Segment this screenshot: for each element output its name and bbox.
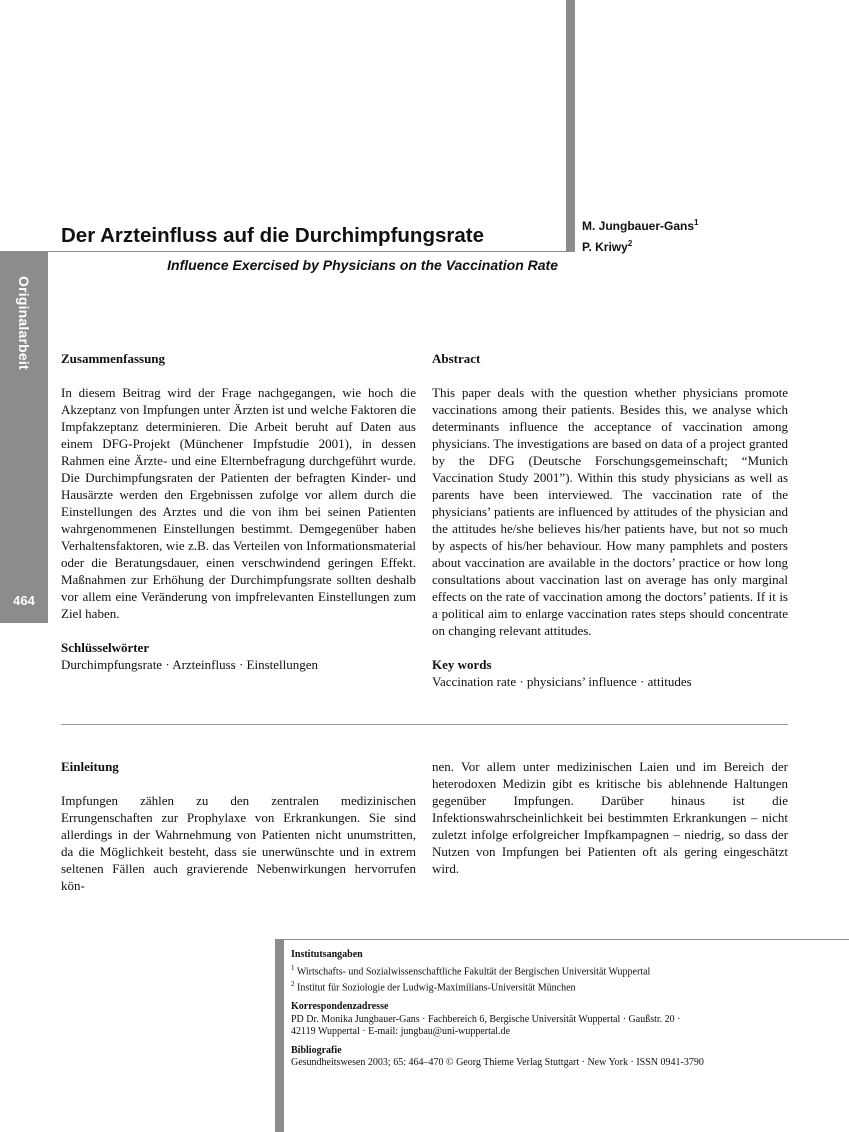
- institutsangaben-heading: Institutsangaben: [291, 949, 363, 960]
- einleitung-text-left: Impfungen zählen zu den zentralen medizinischen Errungenschaften zur Prophylaxe von Erkrankungen. Sie sind allerdings in der Wahrnehmung von Patienten nicht unumstritten, da die Möglichkeit besteht, dass sie unerwünschte und in extrem seltenen Fällen auch gravierende Nebenwirkungen hervorrufen kön-: [61, 793, 416, 893]
- key-words-text: Vaccination rate · physicians’ influence · attitudes: [432, 674, 692, 689]
- schluesselwoerter-text: Durchimpfungsrate · Arzteinfluss · Einstellungen: [61, 657, 319, 672]
- title-underline: [48, 251, 566, 252]
- korrespondenz-line-2: 42119 Wuppertal · E-mail: jungbau@uni-wuppertal.de: [291, 1026, 511, 1038]
- bibliografie-text: Gesundheitswesen 2003; 65: 464–470 © Georg Thieme Verlag Stuttgart · New York · ISSN 0941-3790: [291, 1057, 704, 1069]
- korrespondenz-line-1: PD Dr. Monika Jungbauer-Gans · Fachbereich 6, Bergische Universität Wuppertal · Gaußstr. 20 ·: [291, 1013, 681, 1025]
- section-label: Originalarbeit: [16, 276, 32, 370]
- abstract-heading: Abstract: [432, 351, 481, 366]
- info-box-bar: [275, 939, 284, 1132]
- korrespondenz-block: [291, 1001, 831, 1039]
- affiliation-1: $^1$ Wirtschafts- und Sozialwissenschaftliche Fakultät der Bergischen Universität Wuppertal: [291, 963, 651, 977]
- einleitung-right-column: [432, 758, 788, 877]
- info-box: [291, 949, 831, 1076]
- article-subtitle: Influence Exercised by Physicians on the Vaccination Rate: [167, 257, 558, 273]
- schluesselwoerter-heading: Schlüsselwörter: [61, 640, 150, 655]
- abstract-text: This paper deals with the question whether physicians promote vaccinations among their patients. Besides this, we analyse which determinants influence the acceptance of vaccination among physicians. The investigations are based on data of a project granted by the DFG (Deutsche Forschungsgemeinschaft; “Munich Vaccination Study 2001”). Within this study physicians as well as parents have been interviewed. The vaccination rate of the physicians’ patients are influenced by attitudes of the physician and the attitudes he/she believes his/her patients have, but not so much by aspects of his/her behaviour. How many pamphlets and posters about vaccination are available in the doctors’ practice or how long consultations about vaccination last on average has only marginal effects on the rate of vaccination among the doctors’ patients. If it is a political aim to enlarge vaccination rates steps should concentrate on changing relevant attitudes.: [432, 385, 788, 638]
- author-1: M. Jungbauer-Gans$^1$: [582, 218, 699, 233]
- zusammenfassung-text: In diesem Beitrag wird der Frage nachgegangen, wie hoch die Akzeptanz von Impfungen unter Ärzten ist und welche Faktoren die Impfakzeptanz determinieren. Die Arbeit beruht auf Daten aus einem DFG-Projekt (Münchener Impfstudie 2001), in dessen Rahmen eine Ärzte- und eine Elternbefragung durchgeführt wurde. Die Durchimpfungsraten der Patienten der befragten Kinder- und Hausärzte werden den Ergebnissen zufolge vor allem durch die Einstellungen des Arztes und die von ihm bei seinen Patienten wahrgenommenen Einstellungen bestimmt. Demgegenüber haben Verhaltensfaktoren, wie z.B. das Verteilen von Informationsmaterial oder die Beratungsdauer, einen verschwindend geringen Effekt. Maßnahmen zur Erhöhung der Durchimpfungsrate sollten deshalb vor allem eine Veränderung von impfrelevanten Einstellungen zum Ziel haben.: [61, 385, 416, 621]
- zusammenfassung-heading: Zusammenfassung: [61, 351, 166, 366]
- author-2: P. Kriwy$^2$: [582, 239, 633, 254]
- einleitung-heading: Einleitung: [61, 759, 119, 774]
- article-title: Der Arzteinfluss auf die Durchimpfungsrate: [61, 224, 484, 247]
- section-divider: [61, 724, 788, 725]
- info-box-rule: [284, 939, 849, 940]
- page-number: 464: [13, 593, 35, 608]
- bibliografie-heading: Bibliografie: [291, 1044, 342, 1056]
- einleitung-text-right: nen. Vor allem unter medizinischen Laien und im Bereich der heterodoxen Medizin gibt es kritische bis ablehnende Haltungen gegenüber Impfungen. Darüber hinaus ist die Infektionswahrscheinlichkeit bei bestimmten Erkrankungen – nicht zuletzt infolge erfolgreicher Impfkampagnen – niedrig, so dass der Nutzen von Impfungen bei Patienten oft als gering eingeschätzt wird.: [432, 759, 788, 876]
- bibliografie-block: [291, 1045, 831, 1070]
- key-words-heading: Key words: [432, 657, 492, 672]
- top-vertical-bar: [566, 0, 575, 252]
- einleitung-left-column: [61, 758, 416, 894]
- affiliation-2: $^2$ Institut für Soziologie der Ludwig-Maximilians-Universität München: [291, 980, 576, 994]
- korrespondenz-heading: Korrespondenzadresse: [291, 1001, 389, 1013]
- zusammenfassung-section: [61, 350, 416, 673]
- abstract-section: [432, 350, 788, 690]
- institutsangaben-block: [291, 949, 831, 995]
- author-list: [582, 214, 698, 256]
